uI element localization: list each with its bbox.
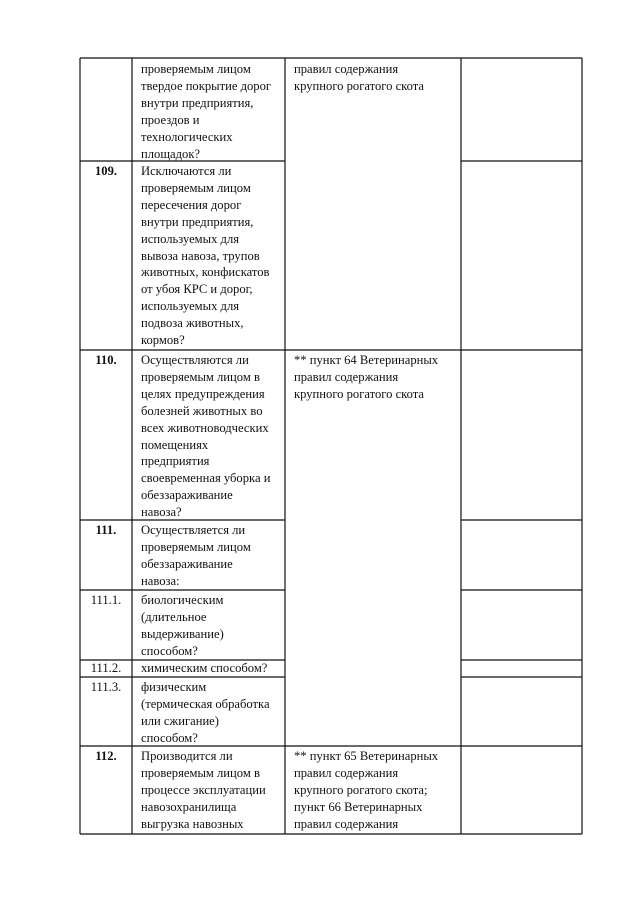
reference-cell: правил содержания крупного рогатого скота: [294, 62, 425, 93]
question-cell: физическим (термическая обработка или сжигание) способом?: [141, 680, 270, 745]
question-cell: Осуществляются ли проверяемым лицом в целях предупреждения болезней животных во всех животноводческих помещениях предприятия своевременная уборка и обеззараживание навоза?: [141, 353, 271, 520]
row-number-111-1: 111.1.: [90, 593, 122, 607]
question-cell: химическим способом?: [141, 661, 268, 675]
question-cell: Исключаются ли проверяемым лицом пересечения дорог внутри предприятия, используемых для вывоза навоза, трупов животных, конфискатов от убоя КРС и дорог, используемых для подвоза животных, кормов?: [141, 164, 270, 348]
row-number-112: 112.: [95, 749, 117, 763]
reference-cell: ** пункт 64 Ветеринарных правил содержания крупного рогатого скота: [294, 353, 439, 401]
reference-cell: ** пункт 65 Ветеринарных правил содержания крупного рогатого скота; пункт 66 Ветеринарных правил содержания: [294, 749, 439, 831]
row-number-111-2: 111.2.: [90, 661, 122, 675]
question-cell: Производится ли проверяемым лицом в процессе эксплуатации навозохранилища выгрузка навозных: [141, 749, 266, 831]
question-cell: биологическим (длительное выдерживание) способом?: [141, 593, 224, 658]
row-number-110: 110.: [95, 353, 117, 367]
row-number-109: 109.: [94, 164, 118, 178]
question-cell: Осуществляется ли проверяемым лицом обеззараживание навоза:: [141, 523, 251, 588]
row-number-111-3: 111.3.: [90, 680, 122, 694]
question-cell: проверяемым лицом твердое покрытие дорог внутри предприятия, проездов и технологических площадок?: [141, 62, 272, 161]
row-number-111: 111.: [95, 523, 117, 537]
